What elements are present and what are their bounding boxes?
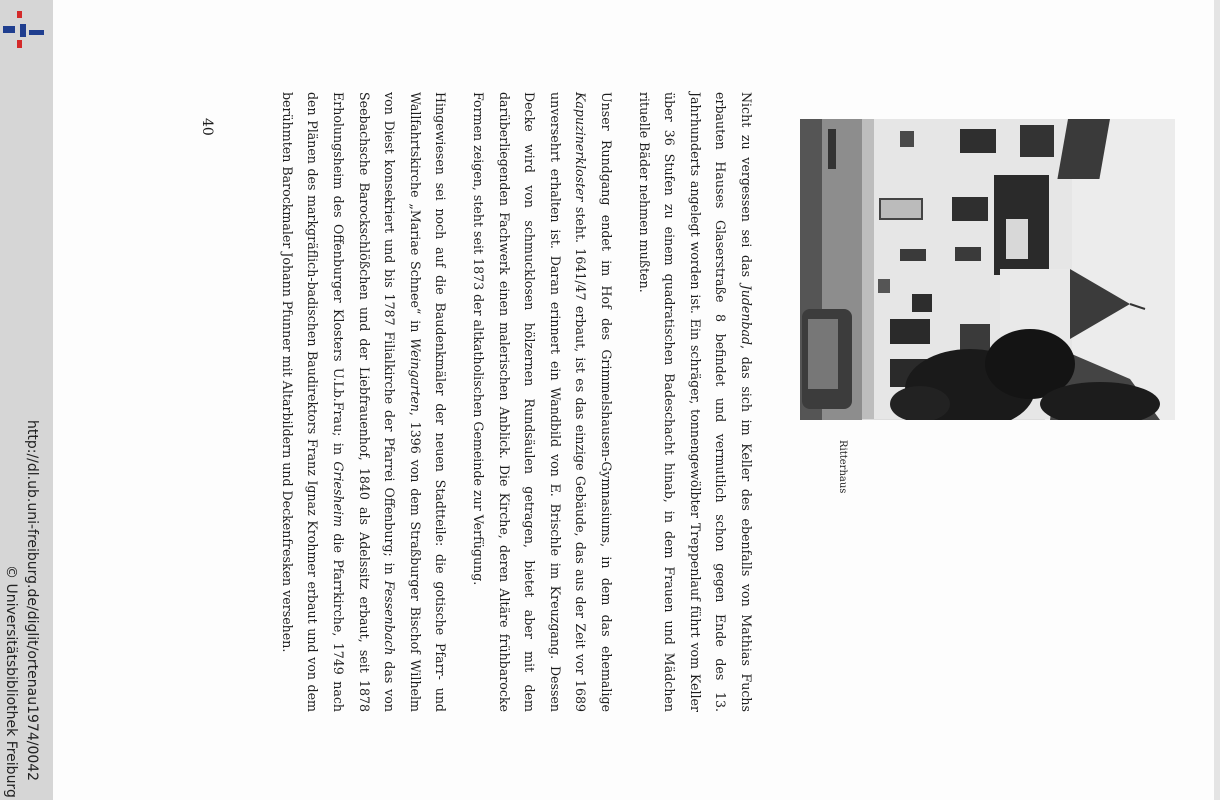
- copyright-notice: © Universitätsbibliothek Freiburg: [3, 565, 19, 798]
- italic-run: Kapuzinerkloster: [573, 92, 589, 202]
- paragraph: [274, 92, 453, 712]
- italic-run: Fessenbach: [382, 580, 398, 656]
- ritterhaus-photo: [800, 119, 1175, 420]
- page-number: 40: [199, 118, 215, 136]
- paragraph: [631, 92, 759, 712]
- page-edge: [1214, 0, 1220, 800]
- text-run: Hingewiesen sei noch auf die Baudenkmäler der neuen Stadtteile: die gotische Pfarr- und Wallfahrtskirche „Mariae Schnee“ in: [407, 92, 449, 712]
- paragraph: [465, 92, 619, 712]
- text-run: das von Seebachsche Barockschlößchen und der Liebfrauenhof, 1840 als Adelssitz erbaut, seit 1878 Erholungsheim des Offenburger Klosters U.Lb.Frau; in: [331, 92, 398, 712]
- italic-run: Griesheim: [331, 461, 347, 527]
- text-run: Unser Rundgang endet im Hof des Grimmelshausen-Gymnasiums, in dem das ehemalige: [599, 92, 615, 712]
- text-run: , das sich im Keller des ebenfalls von Mathias Fuchs erbauten Hauses Glaserstraße 8 befindet und vermutlich schon gegen Ende des 13. Jahrhunderts angelegt worden ist. Ein schräger, tonnengewölbter Treppenlauf führt vom Keller über 36 Stufen zu einem quadratischen Badeschacht hinab, in dem Frauen und Mädchen rituelle Bäder nehmen mußten.: [636, 92, 754, 712]
- italic-run: Weingarten: [407, 338, 423, 412]
- text-run: die Pfarrkirche, 1749 nach den Plänen des markgräflich-badischen Baudirektors Franz Ignaz Krohmer erbaut und von dem berühmten Barockmaler Johann Pfunner mit Altarbildern und Deckenfresken versehen.: [279, 92, 347, 713]
- scanned-page: [53, 0, 1220, 800]
- italic-run: Judenbad: [739, 284, 754, 346]
- text-run: , 1396 von dem Straßburger Bischof Wilhelm von Diest konsekriert und bis 1787 Filialkirche der Pfarrei Offenburg; in: [382, 92, 423, 712]
- library-logo[interactable]: [3, 10, 45, 50]
- text-run: steht. 1641/47 erbaut, ist es das einzige Gebäude, das aus der Zeit vor 1689 unversehrt erhalten ist. Daran erinnert ein Wandbild von E. Brischle im Kreuzgang. Dessen Decke wird von schmucklosen hölzernen Rundsäulen getragen, bietet aber mit dem darüberliegenden Fachwerk einen malerischen Anblick. Die Kirche, deren Altäre frühbarocke Formen zeigen, steht seit 1873 der altkatholischen Gemeinde zur Verfügung.: [471, 92, 589, 712]
- source-url[interactable]: http://dl.ub.uni-freiburg.de/diglit/ortenau1974/0042: [24, 420, 40, 782]
- viewer-sidebar: [0, 0, 53, 800]
- photo-caption: Ritterhaus: [837, 440, 848, 494]
- text-run: Nicht zu vergessen sei das: [739, 92, 754, 285]
- article-body: [262, 92, 759, 712]
